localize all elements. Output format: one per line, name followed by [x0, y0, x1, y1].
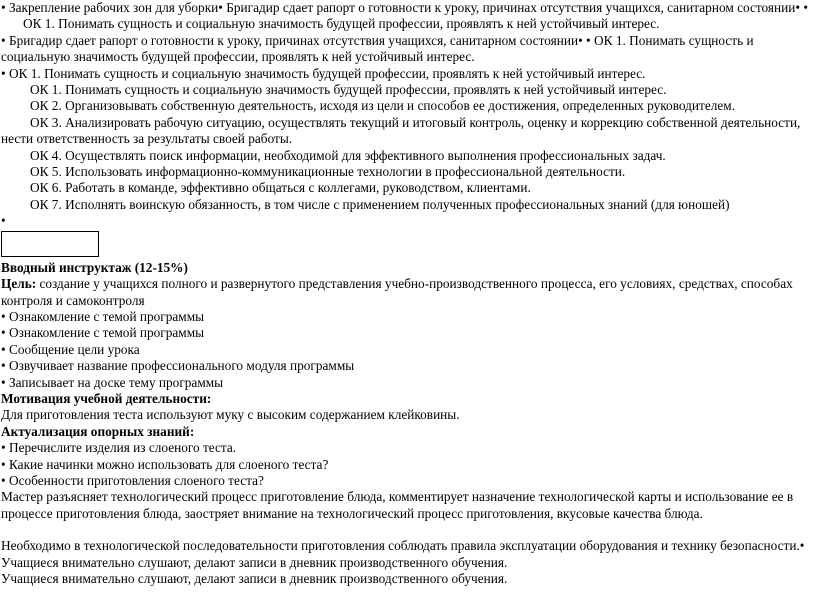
safety-paragraph: Необходимо в технологической последовательности приготовления соблюдать правила эксплуатации оборудования и технику безопасности.• Учащиеся внимательно слушают, делают записи в дневник производственного обучения.: [1, 538, 805, 570]
ok-item-2: ОК 2. Организовывать собственную деятельность, исходя из цели и способов ее достижения, определенных руководителем.: [30, 98, 736, 114]
ok-item-1: ОК 1. Понимать сущность и социальную значимость будущей профессии, проявлять к ней устойчивый интерес.: [30, 82, 667, 98]
ok-item-4: ОК 4. Осуществлять поиск информации, необходимой для эффективного выполнения профессиональных задач.: [30, 147, 666, 163]
final-paragraph: Учащиеся внимательно слушают, делают записи в дневник производственного обучения.: [1, 571, 508, 586]
ok-item-3: ОК 3. Анализировать рабочую ситуацию, осуществлять текущий и итоговый контроль, оценку и коррекцию собственной деятельности, нести ответственность за результаты своей работы.: [1, 114, 801, 147]
actualization-bullet-3: • Особенности приготовления слоеного теста?: [1, 472, 264, 488]
intro-line-3: • ОК 1. Понимать сущность и социальную значимость будущей профессии, проявлять к ней устойчивый интерес.: [1, 65, 646, 81]
intro-line-2: • Бригадир сдает рапорт о готовности к уроку, причинах отсутствия учащихся, санитарном состоянии• • ОК 1. Понимать сущность и социальную значимость будущей профессии, проявлять к ней устойчивый интерес.: [1, 32, 754, 65]
lone-bullet: •: [1, 213, 6, 229]
master-paragraph: Мастер разъясняет технологический процесс приготовление блюда, комментирует назначение технологической карты и использование ее в процессе приготовления блюда, заостряет внимание на технологический процесс приготовления, вкусовые качества блюда.: [1, 489, 794, 521]
actualization-heading: Актуализация опорных знаний:: [1, 423, 195, 439]
ok-item-6: ОК 6. Работать в команде, эффективно общаться с коллегами, руководством, клиентами.: [30, 180, 531, 196]
empty-frame: [1, 231, 99, 257]
goal-label: Цель:: [1, 276, 37, 292]
actualization-bullet-1: • Перечислите изделия из слоеного теста.: [1, 440, 237, 456]
ok-list: [1, 82, 816, 213]
intro-bullet-5: • Записывает на доске тему программы: [1, 374, 224, 390]
blank-line: [1, 522, 816, 538]
goal-text: создание у учащихся полного и развернутого представления учебно-производственного процесса, его условиях, средствах, способах контроля и самоконтроля: [1, 276, 793, 308]
intro-instruction-heading: Вводный инструктаж (12-15%): [1, 259, 188, 275]
motivation-text: Для приготовления теста используют муку с высоким содержанием клейковины.: [1, 407, 460, 423]
ok-item-7: ОК 7. Исполнять воинскую обязанность, в том числе с применением полученных профессиональных знаний (для юношей): [30, 196, 730, 212]
motivation-heading: Мотивация учебной деятельности:: [1, 390, 212, 406]
ok-item-5: ОК 5. Использовать информационно-коммуникационные технологии в профессиональной деятельности.: [30, 164, 626, 180]
intro-bullet-2: • Ознакомление с темой программы: [1, 325, 205, 341]
intro-bullet-1: • Ознакомление с темой программы: [1, 308, 205, 324]
goal-paragraph: [1, 276, 816, 309]
intro-bullet-3: • Сообщение цели урока: [1, 341, 140, 357]
intro-bullet-4: • Озвучивает название профессионального модуля программы: [1, 358, 355, 374]
actualization-bullet-2: • Какие начинки можно использовать для слоеного теста?: [1, 456, 329, 472]
intro-line-1: • Закрепление рабочих зон для уборки• Бригадир сдает рапорт о готовности к уроку, причинах отсутствия учащихся, санитарном состоянии• • ОК 1. Понимать сущность и социальную значимость будущей профессии, проявлять к ней устойчивый интерес.: [1, 0, 808, 32]
